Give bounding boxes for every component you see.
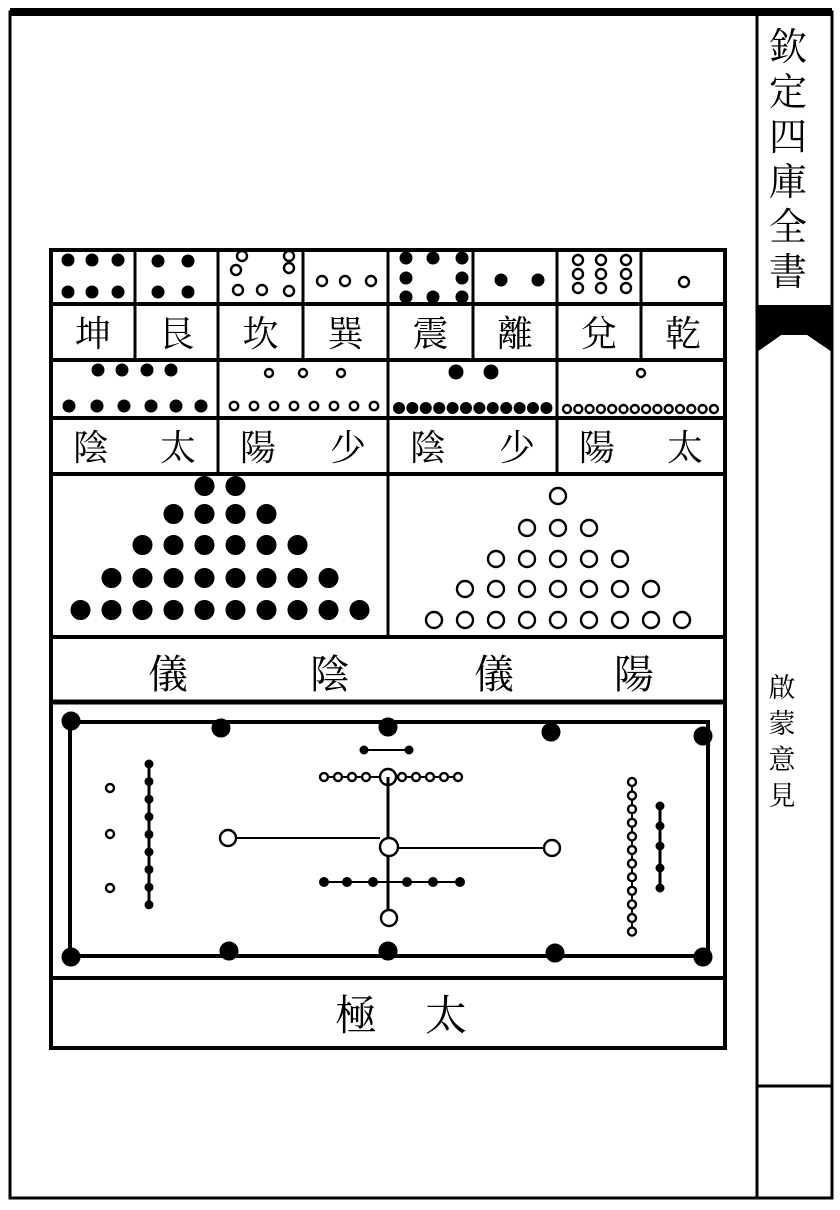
yin-dot <box>343 878 352 887</box>
yang-dot <box>612 612 628 628</box>
yin-dot <box>394 403 405 414</box>
yin-dot <box>484 365 498 379</box>
yin-dot <box>102 569 121 588</box>
yang-dot <box>596 269 606 279</box>
yang-dot <box>710 405 718 413</box>
yin-dot <box>546 944 564 962</box>
yin-dot <box>195 477 214 496</box>
yang-dot <box>550 612 566 628</box>
yin-dot <box>86 286 98 298</box>
yang-dot <box>679 277 689 287</box>
yin-dot <box>474 403 485 414</box>
yin-dot <box>456 252 468 264</box>
yang-dot <box>426 773 434 781</box>
yin-dot <box>694 727 712 745</box>
yang-dot <box>608 405 616 413</box>
yin-dot <box>350 601 369 620</box>
yang-dot <box>628 860 636 868</box>
yin-dot <box>226 536 245 555</box>
svg-text:艮: 艮 <box>158 314 195 355</box>
yang-dot <box>596 255 606 265</box>
yang-dot <box>581 581 597 597</box>
yang-dot <box>544 840 560 856</box>
yang-dot <box>106 784 114 792</box>
yin-dot <box>400 252 412 264</box>
yang-dot <box>337 369 345 377</box>
yang-dot <box>573 269 583 279</box>
yang-dot <box>317 276 327 286</box>
svg-text:巽: 巽 <box>327 314 364 355</box>
svg-text:乾: 乾 <box>664 314 702 355</box>
yang-dot <box>320 773 328 781</box>
svg-text:坎: 坎 <box>242 314 279 355</box>
svg-text:陰: 陰 <box>409 428 447 469</box>
section-title <box>769 673 796 812</box>
yin-dot <box>541 403 552 414</box>
yin-dot <box>379 942 397 960</box>
yin-dot <box>145 848 153 856</box>
yang-dot <box>457 612 473 628</box>
yang-dot <box>628 805 636 813</box>
yin-dot <box>532 274 544 286</box>
svg-text:震: 震 <box>412 314 449 355</box>
yin-dot <box>656 842 664 850</box>
yin-dot <box>195 601 214 620</box>
yin-dot <box>405 746 413 754</box>
svg-text:少: 少 <box>498 428 536 469</box>
yang-dot <box>362 773 370 781</box>
yang-dot <box>628 832 636 840</box>
yang-dot <box>550 581 566 597</box>
yin-dot <box>145 830 153 838</box>
yang-dot <box>488 581 504 597</box>
yang-dot <box>454 773 462 781</box>
yin-dot <box>257 569 276 588</box>
yang-dot <box>488 551 504 567</box>
yang-dot <box>612 581 628 597</box>
yin-dot <box>145 760 153 768</box>
yin-dot <box>288 536 307 555</box>
yin-dot <box>165 364 177 376</box>
yin-dot <box>164 505 183 524</box>
trigram-label <box>327 314 364 355</box>
yang-dot <box>628 900 636 908</box>
yang-dot <box>519 612 535 628</box>
yang-dot <box>299 369 307 377</box>
yang-dot <box>231 265 241 275</box>
yin-dot <box>91 400 103 412</box>
yin-dot <box>195 400 207 412</box>
yin-dot <box>63 400 75 412</box>
yang-dot <box>370 402 378 410</box>
yin-dot <box>257 536 276 555</box>
yin-dot <box>226 505 245 524</box>
yin-dot <box>456 291 468 303</box>
yin-dot <box>164 601 183 620</box>
svg-text:太: 太 <box>159 428 197 469</box>
yin-dot <box>226 569 245 588</box>
svg-text:兌: 兌 <box>580 314 618 355</box>
yang-dot <box>220 830 236 846</box>
yin-dot <box>170 400 182 412</box>
yin-dot <box>112 254 124 266</box>
yang-dot <box>628 887 636 895</box>
yang-dot <box>621 255 631 265</box>
yin-dot <box>164 536 183 555</box>
yang-dot <box>573 283 583 293</box>
svg-text:坤: 坤 <box>74 314 112 355</box>
yin-dot <box>133 536 152 555</box>
yin-dot <box>195 505 214 524</box>
trigram-label <box>665 314 701 355</box>
yang-dot <box>519 520 535 536</box>
yin-dot <box>164 569 183 588</box>
yang-dot <box>665 405 673 413</box>
yin-dot <box>501 403 512 414</box>
yin-dot <box>116 364 128 376</box>
yin-dot <box>62 948 80 966</box>
yang-dot <box>265 369 273 377</box>
yang-dot <box>330 402 338 410</box>
yang-dot <box>563 405 571 413</box>
yang-dot <box>106 830 114 838</box>
yang-dot <box>628 819 636 827</box>
yin-dot <box>195 536 214 555</box>
svg-text:陰: 陰 <box>310 652 350 698</box>
yang-dot <box>519 581 535 597</box>
center-figure <box>62 712 712 966</box>
yin-dot <box>102 601 121 620</box>
svg-text:陽: 陽 <box>578 428 616 469</box>
yang-dot <box>653 405 661 413</box>
yin-dot <box>257 505 276 524</box>
image-label <box>579 428 703 469</box>
trigram-label <box>75 314 111 355</box>
yin-dot <box>656 864 664 872</box>
yang-dot <box>628 778 636 786</box>
yin-dot <box>461 403 472 414</box>
yin-dot <box>257 601 276 620</box>
yin-dot <box>145 400 157 412</box>
yang-dot <box>637 369 645 377</box>
yang-dot <box>596 283 606 293</box>
yang-dot <box>628 792 636 800</box>
yin-dot <box>447 403 458 414</box>
yin-dot <box>487 403 498 414</box>
yin-dot <box>62 254 74 266</box>
yang-dot <box>381 910 397 926</box>
image-label <box>240 428 366 469</box>
yang-dot <box>586 405 594 413</box>
yang-dot <box>642 405 650 413</box>
yin-dot <box>226 601 245 620</box>
yin-dot <box>133 569 152 588</box>
yang-dot <box>612 551 628 567</box>
yin-dot <box>145 866 153 874</box>
yin-dot <box>495 274 507 286</box>
yang-dot <box>550 520 566 536</box>
yin-dot <box>112 286 124 298</box>
yang-dot <box>106 884 114 892</box>
diagram <box>51 250 725 1048</box>
yang-dot <box>334 773 342 781</box>
yang-dot <box>581 520 597 536</box>
yang-dot <box>621 283 631 293</box>
yin-dot <box>133 601 152 620</box>
svg-text:陽: 陽 <box>614 652 654 698</box>
yang-dot <box>230 402 238 410</box>
yang-dot <box>628 928 636 936</box>
svg-text:儀: 儀 <box>474 652 514 698</box>
svg-text:太: 太 <box>424 991 468 1040</box>
yang-dot <box>550 551 566 567</box>
svg-text:少: 少 <box>329 428 367 469</box>
yang-dot <box>676 405 684 413</box>
yin-dot <box>319 569 338 588</box>
yang-dot <box>426 612 442 628</box>
svg-text:離: 離 <box>496 314 534 355</box>
yin-dot <box>152 255 164 267</box>
yang-dot <box>366 276 376 286</box>
yin-dot <box>118 400 130 412</box>
yin-dot <box>86 254 98 266</box>
yin-dot <box>400 291 412 303</box>
yang-dot <box>581 551 597 567</box>
yang-dot <box>597 405 605 413</box>
two-modes-label <box>148 652 654 698</box>
yin-dot <box>145 901 153 909</box>
yin-dot <box>369 878 378 887</box>
yang-dot <box>350 402 358 410</box>
yin-dot <box>542 723 560 741</box>
svg-text:極: 極 <box>334 991 378 1040</box>
yin-dot <box>400 272 412 284</box>
book-title <box>769 25 807 294</box>
yang-dot <box>550 488 566 504</box>
trigram-label <box>497 314 533 355</box>
yin-dot <box>656 884 664 892</box>
yang-dot <box>340 276 350 286</box>
yin-dot <box>429 878 438 887</box>
yang-dot <box>270 402 278 410</box>
yin-dot <box>656 802 664 810</box>
svg-text:太: 太 <box>666 428 704 469</box>
yang-dot <box>284 286 294 296</box>
yin-dot <box>434 403 445 414</box>
yin-dot <box>528 403 539 414</box>
yin-dot <box>145 795 153 803</box>
image-label <box>410 428 535 469</box>
yang-dot <box>250 402 258 410</box>
yin-dot <box>407 403 418 414</box>
trigram-label <box>412 314 448 355</box>
yang-dot <box>628 873 636 881</box>
trigram-label <box>242 314 278 355</box>
yin-dot <box>288 601 307 620</box>
yang-dot <box>699 405 707 413</box>
svg-text:欽定四庫全書: 欽定四庫全書 <box>768 25 808 294</box>
yin-dot <box>152 286 164 298</box>
page-border <box>10 12 832 1198</box>
svg-text:陰: 陰 <box>72 428 110 469</box>
yang-dot <box>488 612 504 628</box>
yin-dot <box>427 252 439 264</box>
yang-dot <box>440 773 448 781</box>
image-label <box>73 428 196 469</box>
yin-dot <box>320 878 329 887</box>
yang-dot <box>457 581 473 597</box>
yin-dot <box>92 364 104 376</box>
yang-dot <box>573 255 583 265</box>
yin-dot <box>514 403 525 414</box>
yin-dot <box>195 569 214 588</box>
yang-dot <box>519 551 535 567</box>
yin-dot <box>456 272 468 284</box>
yang-dot <box>348 773 356 781</box>
yin-dot <box>656 822 664 830</box>
yang-dot <box>674 612 690 628</box>
yin-dot <box>379 718 397 736</box>
yang-dot <box>380 838 398 856</box>
yin-dot <box>427 291 439 303</box>
yin-dot <box>403 878 412 887</box>
yin-dot <box>360 746 368 754</box>
yin-dot <box>145 778 153 786</box>
yang-dot <box>628 846 636 854</box>
yin-dot <box>449 365 463 379</box>
yin-dot <box>456 878 465 887</box>
yang-dot <box>284 263 294 273</box>
yang-dot <box>284 251 294 261</box>
svg-text:陽: 陽 <box>239 428 277 469</box>
yang-dot <box>237 251 247 261</box>
yin-dot <box>182 286 194 298</box>
yang-dot <box>628 914 636 922</box>
yin-dot <box>694 948 712 966</box>
yin-dot <box>212 719 230 737</box>
yin-dot <box>141 364 153 376</box>
yin-dot <box>226 477 245 496</box>
yin-dot <box>62 286 74 298</box>
yang-dot <box>621 269 631 279</box>
yin-dot <box>220 942 238 960</box>
yang-dot <box>398 773 406 781</box>
yang-dot <box>643 612 659 628</box>
svg-text:啟蒙意見: 啟蒙意見 <box>768 673 796 812</box>
yin-dot <box>145 813 153 821</box>
yang-dot <box>233 285 243 295</box>
yin-dot <box>420 403 431 414</box>
yang-dot <box>574 405 582 413</box>
trigram-label <box>158 314 194 355</box>
yin-dot <box>62 712 80 730</box>
trigram-label <box>581 314 617 355</box>
yang-dot <box>643 581 659 597</box>
yang-dot <box>631 405 639 413</box>
yang-dot <box>257 285 267 295</box>
yang-dot <box>412 773 420 781</box>
yin-dot <box>182 255 194 267</box>
yang-dot <box>581 612 597 628</box>
yang-dot <box>310 402 318 410</box>
yang-dot <box>620 405 628 413</box>
supreme-ultimate-label <box>335 991 467 1040</box>
yin-dot <box>288 569 307 588</box>
yin-dot <box>71 601 90 620</box>
yin-dot <box>319 601 338 620</box>
svg-text:儀: 儀 <box>148 652 188 698</box>
yang-dot <box>290 402 298 410</box>
yang-dot <box>687 405 695 413</box>
yin-dot <box>145 883 153 891</box>
